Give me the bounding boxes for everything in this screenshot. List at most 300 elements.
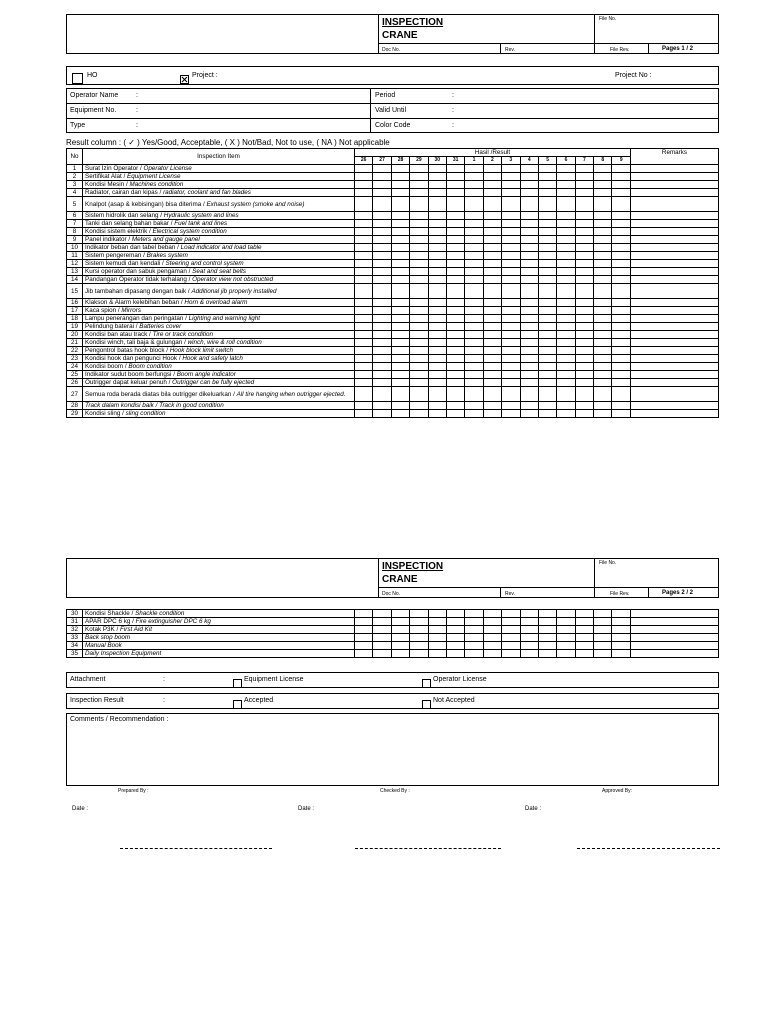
result-cell[interactable] xyxy=(520,387,538,402)
result-cell[interactable] xyxy=(575,299,593,307)
result-cell[interactable] xyxy=(355,387,373,402)
result-cell[interactable] xyxy=(594,299,612,307)
result-cell[interactable] xyxy=(520,268,538,276)
result-cell[interactable] xyxy=(355,323,373,331)
result-cell[interactable] xyxy=(594,189,612,197)
result-cell[interactable] xyxy=(465,387,483,402)
result-cell[interactable] xyxy=(373,181,391,189)
result-cell[interactable] xyxy=(520,244,538,252)
result-cell[interactable] xyxy=(446,379,464,387)
remarks-cell[interactable] xyxy=(631,165,719,173)
result-cell[interactable] xyxy=(446,371,464,379)
result-cell[interactable] xyxy=(538,299,556,307)
result-cell[interactable] xyxy=(446,220,464,228)
result-cell[interactable] xyxy=(391,371,409,379)
result-cell[interactable] xyxy=(391,315,409,323)
result-cell[interactable] xyxy=(446,244,464,252)
result-cell[interactable] xyxy=(410,307,428,315)
result-cell[interactable] xyxy=(428,189,446,197)
result-cell[interactable] xyxy=(594,284,612,299)
result-cell[interactable] xyxy=(446,189,464,197)
result-cell[interactable] xyxy=(465,315,483,323)
result-cell[interactable] xyxy=(502,410,520,418)
result-cell[interactable] xyxy=(502,181,520,189)
result-cell[interactable] xyxy=(557,284,575,299)
result-cell[interactable] xyxy=(428,642,446,650)
result-cell[interactable] xyxy=(520,331,538,339)
result-cell[interactable] xyxy=(391,363,409,371)
result-cell[interactable] xyxy=(465,252,483,260)
remarks-cell[interactable] xyxy=(631,634,719,642)
result-cell[interactable] xyxy=(391,212,409,220)
result-cell[interactable] xyxy=(612,212,631,220)
result-cell[interactable] xyxy=(465,626,483,634)
result-cell[interactable] xyxy=(373,315,391,323)
result-cell[interactable] xyxy=(465,236,483,244)
result-cell[interactable] xyxy=(391,268,409,276)
result-cell[interactable] xyxy=(465,610,483,618)
result-cell[interactable] xyxy=(557,634,575,642)
result-cell[interactable] xyxy=(594,650,612,658)
result-cell[interactable] xyxy=(520,618,538,626)
accepted-checkbox[interactable] xyxy=(233,696,242,714)
remarks-cell[interactable] xyxy=(631,260,719,268)
result-cell[interactable] xyxy=(428,339,446,347)
result-cell[interactable] xyxy=(373,212,391,220)
result-cell[interactable] xyxy=(355,252,373,260)
result-cell[interactable] xyxy=(594,634,612,642)
result-cell[interactable] xyxy=(612,197,631,212)
remarks-cell[interactable] xyxy=(631,252,719,260)
result-cell[interactable] xyxy=(520,410,538,418)
result-cell[interactable] xyxy=(557,323,575,331)
result-cell[interactable] xyxy=(538,236,556,244)
result-cell[interactable] xyxy=(502,197,520,212)
result-cell[interactable] xyxy=(538,610,556,618)
result-cell[interactable] xyxy=(538,181,556,189)
result-cell[interactable] xyxy=(557,220,575,228)
result-cell[interactable] xyxy=(483,220,501,228)
result-cell[interactable] xyxy=(446,347,464,355)
result-cell[interactable] xyxy=(538,650,556,658)
result-cell[interactable] xyxy=(575,252,593,260)
result-cell[interactable] xyxy=(428,650,446,658)
result-cell[interactable] xyxy=(594,236,612,244)
result-cell[interactable] xyxy=(483,642,501,650)
result-cell[interactable] xyxy=(538,642,556,650)
result-cell[interactable] xyxy=(502,228,520,236)
result-cell[interactable] xyxy=(446,212,464,220)
result-cell[interactable] xyxy=(612,307,631,315)
result-cell[interactable] xyxy=(594,402,612,410)
result-cell[interactable] xyxy=(502,173,520,181)
result-cell[interactable] xyxy=(391,618,409,626)
result-cell[interactable] xyxy=(391,339,409,347)
result-cell[interactable] xyxy=(557,189,575,197)
result-cell[interactable] xyxy=(446,339,464,347)
result-cell[interactable] xyxy=(520,634,538,642)
result-cell[interactable] xyxy=(483,339,501,347)
result-cell[interactable] xyxy=(483,610,501,618)
result-cell[interactable] xyxy=(391,387,409,402)
result-cell[interactable] xyxy=(410,339,428,347)
result-cell[interactable] xyxy=(520,379,538,387)
result-cell[interactable] xyxy=(428,252,446,260)
result-cell[interactable] xyxy=(575,181,593,189)
remarks-cell[interactable] xyxy=(631,371,719,379)
result-cell[interactable] xyxy=(538,402,556,410)
result-cell[interactable] xyxy=(575,307,593,315)
result-cell[interactable] xyxy=(355,165,373,173)
result-cell[interactable] xyxy=(446,173,464,181)
result-cell[interactable] xyxy=(594,315,612,323)
remarks-cell[interactable] xyxy=(631,212,719,220)
result-cell[interactable] xyxy=(575,268,593,276)
result-cell[interactable] xyxy=(502,634,520,642)
result-cell[interactable] xyxy=(391,284,409,299)
result-cell[interactable] xyxy=(594,410,612,418)
result-cell[interactable] xyxy=(373,363,391,371)
result-cell[interactable] xyxy=(557,642,575,650)
result-cell[interactable] xyxy=(483,299,501,307)
result-cell[interactable] xyxy=(483,379,501,387)
result-cell[interactable] xyxy=(428,618,446,626)
result-cell[interactable] xyxy=(538,379,556,387)
result-cell[interactable] xyxy=(538,387,556,402)
result-cell[interactable] xyxy=(557,626,575,634)
result-cell[interactable] xyxy=(465,173,483,181)
result-cell[interactable] xyxy=(575,355,593,363)
result-cell[interactable] xyxy=(612,387,631,402)
result-cell[interactable] xyxy=(355,181,373,189)
result-cell[interactable] xyxy=(520,626,538,634)
result-cell[interactable] xyxy=(520,371,538,379)
result-cell[interactable] xyxy=(557,355,575,363)
result-cell[interactable] xyxy=(483,410,501,418)
result-cell[interactable] xyxy=(594,339,612,347)
result-cell[interactable] xyxy=(391,244,409,252)
result-cell[interactable] xyxy=(446,410,464,418)
result-cell[interactable] xyxy=(410,347,428,355)
remarks-cell[interactable] xyxy=(631,181,719,189)
result-cell[interactable] xyxy=(502,315,520,323)
result-cell[interactable] xyxy=(538,260,556,268)
result-cell[interactable] xyxy=(373,650,391,658)
result-cell[interactable] xyxy=(373,634,391,642)
result-cell[interactable] xyxy=(483,212,501,220)
result-cell[interactable] xyxy=(355,650,373,658)
result-cell[interactable] xyxy=(557,315,575,323)
result-cell[interactable] xyxy=(391,379,409,387)
result-cell[interactable] xyxy=(410,252,428,260)
result-cell[interactable] xyxy=(575,379,593,387)
result-cell[interactable] xyxy=(538,371,556,379)
result-cell[interactable] xyxy=(373,371,391,379)
result-cell[interactable] xyxy=(446,307,464,315)
result-cell[interactable] xyxy=(612,276,631,284)
result-cell[interactable] xyxy=(594,371,612,379)
result-cell[interactable] xyxy=(410,315,428,323)
remarks-cell[interactable] xyxy=(631,189,719,197)
remarks-cell[interactable] xyxy=(631,618,719,626)
result-cell[interactable] xyxy=(594,276,612,284)
result-cell[interactable] xyxy=(428,315,446,323)
result-cell[interactable] xyxy=(373,276,391,284)
result-cell[interactable] xyxy=(502,268,520,276)
result-cell[interactable] xyxy=(428,165,446,173)
result-cell[interactable] xyxy=(520,339,538,347)
result-cell[interactable] xyxy=(446,610,464,618)
result-cell[interactable] xyxy=(483,181,501,189)
result-cell[interactable] xyxy=(520,347,538,355)
result-cell[interactable] xyxy=(575,323,593,331)
result-cell[interactable] xyxy=(575,634,593,642)
result-cell[interactable] xyxy=(538,355,556,363)
result-cell[interactable] xyxy=(391,189,409,197)
remarks-cell[interactable] xyxy=(631,299,719,307)
result-cell[interactable] xyxy=(575,642,593,650)
result-cell[interactable] xyxy=(575,618,593,626)
result-cell[interactable] xyxy=(410,276,428,284)
result-cell[interactable] xyxy=(557,299,575,307)
result-cell[interactable] xyxy=(373,331,391,339)
result-cell[interactable] xyxy=(355,339,373,347)
result-cell[interactable] xyxy=(502,189,520,197)
remarks-cell[interactable] xyxy=(631,402,719,410)
result-cell[interactable] xyxy=(483,371,501,379)
result-cell[interactable] xyxy=(502,212,520,220)
result-cell[interactable] xyxy=(538,212,556,220)
result-cell[interactable] xyxy=(355,379,373,387)
result-cell[interactable] xyxy=(465,307,483,315)
result-cell[interactable] xyxy=(557,165,575,173)
result-cell[interactable] xyxy=(483,323,501,331)
result-cell[interactable] xyxy=(428,402,446,410)
remarks-cell[interactable] xyxy=(631,315,719,323)
result-cell[interactable] xyxy=(557,244,575,252)
remarks-cell[interactable] xyxy=(631,220,719,228)
result-cell[interactable] xyxy=(594,212,612,220)
result-cell[interactable] xyxy=(355,284,373,299)
result-cell[interactable] xyxy=(446,252,464,260)
result-cell[interactable] xyxy=(502,387,520,402)
result-cell[interactable] xyxy=(557,173,575,181)
result-cell[interactable] xyxy=(483,634,501,642)
result-cell[interactable] xyxy=(355,244,373,252)
remarks-cell[interactable] xyxy=(631,276,719,284)
result-cell[interactable] xyxy=(575,220,593,228)
result-cell[interactable] xyxy=(410,610,428,618)
result-cell[interactable] xyxy=(594,331,612,339)
result-cell[interactable] xyxy=(594,626,612,634)
result-cell[interactable] xyxy=(612,236,631,244)
result-cell[interactable] xyxy=(373,228,391,236)
result-cell[interactable] xyxy=(575,363,593,371)
result-cell[interactable] xyxy=(410,173,428,181)
result-cell[interactable] xyxy=(355,299,373,307)
equipment-license-checkbox[interactable] xyxy=(233,675,242,693)
result-cell[interactable] xyxy=(557,307,575,315)
remarks-cell[interactable] xyxy=(631,410,719,418)
result-cell[interactable] xyxy=(428,244,446,252)
result-cell[interactable] xyxy=(557,610,575,618)
result-cell[interactable] xyxy=(373,347,391,355)
result-cell[interactable] xyxy=(446,642,464,650)
result-cell[interactable] xyxy=(355,363,373,371)
result-cell[interactable] xyxy=(502,626,520,634)
result-cell[interactable] xyxy=(410,642,428,650)
result-cell[interactable] xyxy=(483,276,501,284)
result-cell[interactable] xyxy=(373,268,391,276)
result-cell[interactable] xyxy=(612,610,631,618)
result-cell[interactable] xyxy=(410,410,428,418)
result-cell[interactable] xyxy=(502,339,520,347)
result-cell[interactable] xyxy=(410,355,428,363)
result-cell[interactable] xyxy=(612,347,631,355)
result-cell[interactable] xyxy=(502,331,520,339)
result-cell[interactable] xyxy=(428,228,446,236)
result-cell[interactable] xyxy=(465,189,483,197)
result-cell[interactable] xyxy=(520,642,538,650)
result-cell[interactable] xyxy=(483,650,501,658)
result-cell[interactable] xyxy=(446,634,464,642)
result-cell[interactable] xyxy=(428,307,446,315)
result-cell[interactable] xyxy=(575,626,593,634)
result-cell[interactable] xyxy=(428,626,446,634)
result-cell[interactable] xyxy=(557,228,575,236)
result-cell[interactable] xyxy=(594,387,612,402)
remarks-cell[interactable] xyxy=(631,228,719,236)
result-cell[interactable] xyxy=(428,220,446,228)
result-cell[interactable] xyxy=(465,402,483,410)
result-cell[interactable] xyxy=(520,220,538,228)
result-cell[interactable] xyxy=(373,236,391,244)
result-cell[interactable] xyxy=(520,276,538,284)
result-cell[interactable] xyxy=(612,252,631,260)
remarks-cell[interactable] xyxy=(631,339,719,347)
result-cell[interactable] xyxy=(465,634,483,642)
result-cell[interactable] xyxy=(538,618,556,626)
result-cell[interactable] xyxy=(410,197,428,212)
result-cell[interactable] xyxy=(520,363,538,371)
result-cell[interactable] xyxy=(428,355,446,363)
result-cell[interactable] xyxy=(428,387,446,402)
result-cell[interactable] xyxy=(410,626,428,634)
result-cell[interactable] xyxy=(373,173,391,181)
result-cell[interactable] xyxy=(612,284,631,299)
result-cell[interactable] xyxy=(594,307,612,315)
result-cell[interactable] xyxy=(557,363,575,371)
result-cell[interactable] xyxy=(373,610,391,618)
result-cell[interactable] xyxy=(557,379,575,387)
remarks-cell[interactable] xyxy=(631,347,719,355)
result-cell[interactable] xyxy=(410,299,428,307)
result-cell[interactable] xyxy=(538,626,556,634)
result-cell[interactable] xyxy=(538,252,556,260)
result-cell[interactable] xyxy=(612,268,631,276)
result-cell[interactable] xyxy=(355,355,373,363)
result-cell[interactable] xyxy=(373,244,391,252)
result-cell[interactable] xyxy=(502,244,520,252)
result-cell[interactable] xyxy=(594,244,612,252)
result-cell[interactable] xyxy=(483,387,501,402)
result-cell[interactable] xyxy=(391,181,409,189)
result-cell[interactable] xyxy=(520,165,538,173)
result-cell[interactable] xyxy=(373,197,391,212)
result-cell[interactable] xyxy=(538,268,556,276)
remarks-cell[interactable] xyxy=(631,642,719,650)
result-cell[interactable] xyxy=(483,252,501,260)
result-cell[interactable] xyxy=(612,402,631,410)
result-cell[interactable] xyxy=(538,228,556,236)
result-cell[interactable] xyxy=(557,339,575,347)
result-cell[interactable] xyxy=(446,626,464,634)
result-cell[interactable] xyxy=(446,268,464,276)
result-cell[interactable] xyxy=(557,371,575,379)
result-cell[interactable] xyxy=(520,181,538,189)
result-cell[interactable] xyxy=(483,307,501,315)
result-cell[interactable] xyxy=(612,355,631,363)
result-cell[interactable] xyxy=(446,236,464,244)
result-cell[interactable] xyxy=(428,276,446,284)
result-cell[interactable] xyxy=(520,197,538,212)
result-cell[interactable] xyxy=(502,323,520,331)
result-cell[interactable] xyxy=(575,197,593,212)
result-cell[interactable] xyxy=(446,331,464,339)
result-cell[interactable] xyxy=(373,626,391,634)
result-cell[interactable] xyxy=(612,626,631,634)
result-cell[interactable] xyxy=(446,323,464,331)
result-cell[interactable] xyxy=(557,347,575,355)
result-cell[interactable] xyxy=(594,610,612,618)
result-cell[interactable] xyxy=(575,173,593,181)
result-cell[interactable] xyxy=(410,363,428,371)
result-cell[interactable] xyxy=(502,252,520,260)
result-cell[interactable] xyxy=(465,212,483,220)
result-cell[interactable] xyxy=(428,284,446,299)
result-cell[interactable] xyxy=(520,650,538,658)
remarks-cell[interactable] xyxy=(631,173,719,181)
result-cell[interactable] xyxy=(538,220,556,228)
result-cell[interactable] xyxy=(557,197,575,212)
result-cell[interactable] xyxy=(446,260,464,268)
result-cell[interactable] xyxy=(465,276,483,284)
result-cell[interactable] xyxy=(483,173,501,181)
result-cell[interactable] xyxy=(391,626,409,634)
result-cell[interactable] xyxy=(355,307,373,315)
remarks-cell[interactable] xyxy=(631,236,719,244)
result-cell[interactable] xyxy=(410,228,428,236)
result-cell[interactable] xyxy=(575,165,593,173)
remarks-cell[interactable] xyxy=(631,650,719,658)
remarks-cell[interactable] xyxy=(631,268,719,276)
result-cell[interactable] xyxy=(594,252,612,260)
result-cell[interactable] xyxy=(355,228,373,236)
result-cell[interactable] xyxy=(465,165,483,173)
result-cell[interactable] xyxy=(575,276,593,284)
result-cell[interactable] xyxy=(538,244,556,252)
result-cell[interactable] xyxy=(428,634,446,642)
result-cell[interactable] xyxy=(538,410,556,418)
result-cell[interactable] xyxy=(373,379,391,387)
result-cell[interactable] xyxy=(538,331,556,339)
result-cell[interactable] xyxy=(465,347,483,355)
result-cell[interactable] xyxy=(483,260,501,268)
result-cell[interactable] xyxy=(373,252,391,260)
result-cell[interactable] xyxy=(410,181,428,189)
result-cell[interactable] xyxy=(410,371,428,379)
result-cell[interactable] xyxy=(483,236,501,244)
